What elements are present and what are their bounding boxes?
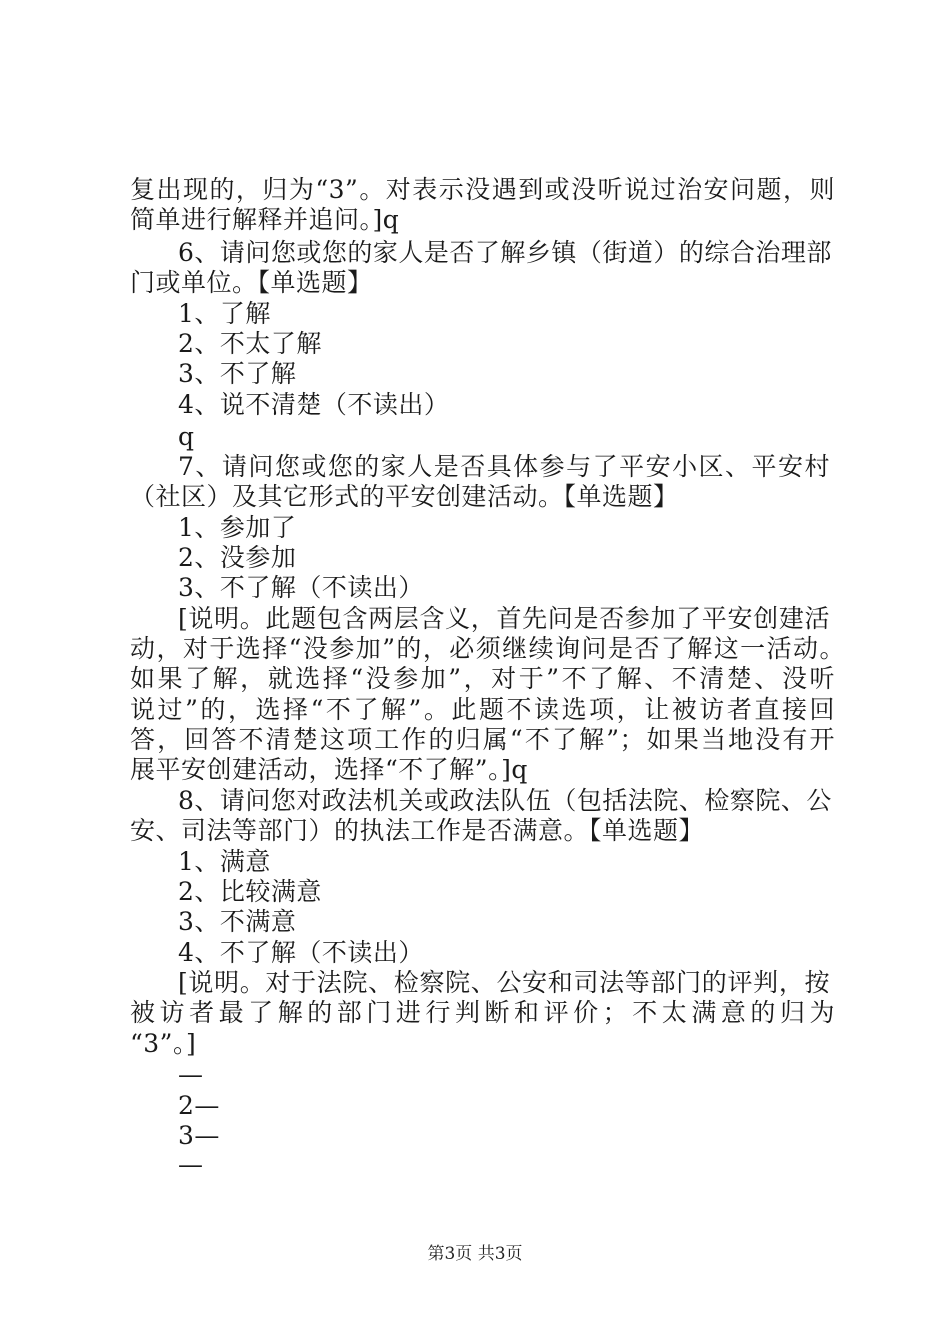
text-line: q	[178, 422, 195, 451]
text-line: 简单进行解释并追问。]q	[130, 205, 400, 234]
option-line: 4、不了解（不读出）	[178, 938, 424, 967]
option-line: 2、不太了解	[178, 329, 322, 358]
note-line: 展平安创建活动，选择“不了解”。]q	[130, 755, 528, 784]
dash-line: 3—	[178, 1121, 220, 1150]
page-footer: 第3页 共3页	[427, 1244, 523, 1264]
text-line: （社区）及其它形式的平安创建活动。【单选题】	[130, 482, 679, 511]
note-line: “3”。]	[130, 1029, 197, 1058]
option-line: 1、了解	[178, 299, 271, 328]
note-line: 答，回答不清楚这项工作的归属“不了解”；如果当地没有开	[130, 725, 835, 754]
dash-line: —	[178, 1150, 204, 1179]
option-line: 4、说不清楚（不读出）	[178, 390, 450, 419]
dash-line: 2—	[178, 1091, 220, 1120]
option-line: 3、不了解	[178, 359, 297, 388]
text-line: 门或单位。【单选题】	[130, 268, 373, 297]
option-line: 3、不满意	[178, 907, 297, 936]
note-line: [说明。此题包含两层含义，首先问是否参加了平安创建活	[178, 604, 830, 633]
text-line: 安、司法等部门）的执法工作是否满意。【单选题】	[130, 816, 705, 845]
note-line: [说明。对于法院、检察院、公安和司法等部门的评判，按	[178, 968, 830, 997]
question-6-line: 6、请问您或您的家人是否了解乡镇（街道）的综合治理部	[178, 238, 832, 267]
note-line: 被访者最了解的部门进行判断和评价；不太满意的归为	[130, 998, 835, 1027]
option-line: 2、没参加	[178, 543, 297, 572]
note-line: 动，对于选择“没参加”的，必须继续询问是否了解这一活动。	[130, 634, 845, 663]
question-7-line: 7、请问您或您的家人是否具体参与了平安小区、平安村	[178, 452, 830, 481]
question-8-line: 8、请问您对政法机关或政法队伍（包括法院、检察院、公	[178, 786, 832, 815]
option-line: 1、参加了	[178, 513, 297, 542]
option-line: 2、比较满意	[178, 877, 322, 906]
note-line: 说过”的，选择“不了解”。此题不读选项，让被访者直接回	[130, 695, 835, 724]
dash-line: —	[178, 1060, 204, 1089]
option-line: 1、满意	[178, 847, 271, 876]
text-line: 复出现的，归为“3”。对表示没遇到或没听说过治安问题，则	[130, 175, 835, 204]
note-line: 如果了解，就选择“没参加”，对于”不了解、不清楚、没听	[130, 664, 835, 693]
option-line: 3、不了解（不读出）	[178, 573, 424, 602]
